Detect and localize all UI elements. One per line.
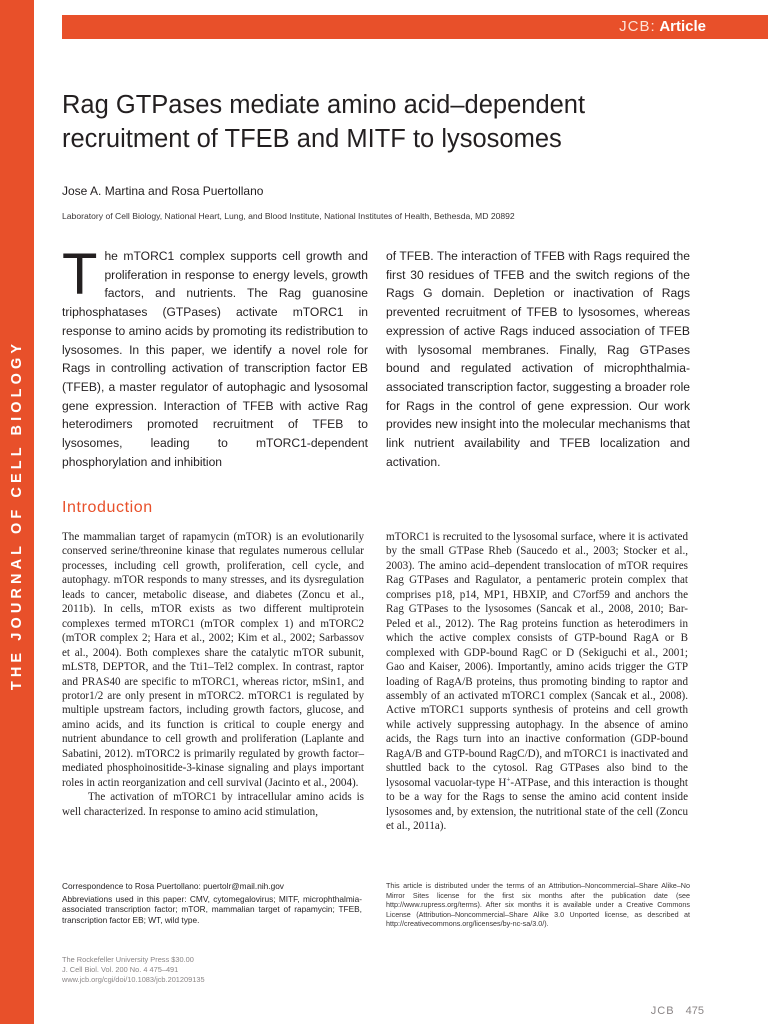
intro-paragraph	[386, 530, 688, 834]
publisher-line: The Rockefeller University Press $30.00	[62, 955, 194, 964]
publication-info	[62, 955, 205, 985]
affiliation: Laboratory of Cell Biology, National Heart, Lung, and Blood Institute, National Institutes of Health, Bethesda, MD 20892	[62, 211, 515, 221]
intro-right-text-end: -ATPase, and this interaction is thought to be a way for the Rags to sense the amino acid content inside lysosomes and, by extension, the nutritional state of the cell (Zoncu et al., 2011a).	[386, 776, 688, 833]
abbreviations-note: Abbreviations used in this paper: CMV, cytomegalovirus; MITF, microphthalmia-associated transcription factor; mTOR, mammalian target of rapamycin; TFEB, transcription factor EB; WT, wild type.	[62, 894, 362, 925]
intro-paragraph: The activation of mTORC1 by intracellular amino acids is well characterized. In response to amino acid stimulation,	[62, 791, 364, 818]
paper-title: Rag GTPases mediate amino acid–dependent recruitment of TFEB and MITF to lysosomes	[62, 91, 586, 153]
header-article-type: Article	[659, 18, 706, 35]
footer-journal-abbr: JCB	[650, 1005, 675, 1017]
sidebar-journal-name: THE JOURNAL OF CELL BIOLOGY	[9, 339, 25, 691]
authors: Jose A. Martina and Rosa Puertollano	[62, 184, 264, 198]
intro-right-text: mTORC1 is recruited to the lysosomal surface, where it is activated by the small GTPase Rheb (Saucedo et al., 2003; Stocker et al., 2003). The amino acid–dependent translocation of mTOR requires Rag GTPases and Ragulator, a pentameric protein complex that comprises p18, p14, MP1, HBXIP, and C7orf59 and anchors the Rag GTPases to the lysosomes (Sancak et al., 2008, 2010; Bar-Peled et al., 2012). The Rag proteins function as heterodimers in which the active complex consists of GTP-bound RagA or B complexed with GDP-bound RagC or D (Sekiguchi et al., 2001; Gao and Kaiser, 2006). Importantly, amino acids trigger the GTP loading of RagA/B proteins, thus promoting binding to raptor and assembly of an activated mTORC1 complex (Sancak et al., 2008). Active mTORC1 supports synthesis of proteins and cell growth while actively suppressing autophagy. In the absence of amino acids, the Rags turn into an inactive conformation (GDP-bound RagA/B and GTP-bound RagC/D), and mTORC1 is inactivated and shuttled back to the cytosol. Rag GTPases also bind to the lysosomal vacuolar-type H	[386, 531, 688, 789]
abstract-dropcap: T	[62, 242, 98, 307]
abstract-left-column	[62, 242, 368, 471]
intro-right-column	[386, 530, 688, 834]
doi-link[interactable]: www.jcb.org/cgi/doi/10.1083/jcb.201209135	[62, 975, 205, 984]
intro-paragraph: The mammalian target of rapamycin (mTOR) is an evolutionarily conserved serine/threonine kinase that regulates numerous cellular processes, including cell growth, proliferation, cell cycle, and autophagy. mTOR responds to many stresses, and its dysregulation leads to cancer, metabolic disease, and diabetes (Zoncu et al., 2011b). In cells, mTOR exists as two different multiprotein complexes termed mTORC1 (mTOR complex 1) and mTORC2 (mTOR complex 2; Hara et al., 2002; Kim et al., 2002; Sarbassov et al., 2004). Both complexes share the catalytic mTOR subunit, mLST8, DEPTOR, and the Tti1–Tel2 complex. In contrast, raptor and PRAS40 are specific to mTORC1, whereas rictor, mSin1, and protor1/2 are only present in mTORC2. mTORC1 is regulated by multiple upstream factors, including growth factors, glucose, and amino acids, and its function is critical to couple energy and nutrient abundance to cell growth and proliferation (Laplante and Sabatini, 2012). mTORC2 is primarily regulated by growth factor–mediated phosphoinositide-3-kinase signaling and plays important roles in actin reorganization and cell survival (Jacinto et al., 2004).	[62, 531, 364, 789]
page-footer	[651, 1005, 704, 1017]
license-note: This article is distributed under the terms of an Attribution–Noncommercial–Share Alike–No Mirror Sites license for the first six months after the publication date (see http://www.rupress.org/terms). After six months it is available under a Creative Commons License (Attribution–Noncommercial–Share Alike 3.0 Unported license, as described at http://creativecommons.org/licenses/by-nc-sa/3.0/).	[386, 881, 690, 929]
abstract-left-text: he mTORC1 complex supports cell growth and proliferation in response to energy levels, growth factors, and nutrients. The Rag guanosine triphosphatases (GTPases) activate mTORC1 in response to amino acids by promoting its redistribution to lysosomes. In this paper, we identify a novel role for Rags in controlling activation of transcription factor EB (TFEB), a master regulator of autophagic and lysosomal gene expression. Interaction of TFEB with active Rag heterodimers promoted recruitment of TFEB to lysosomes, leading to mTORC1-dependent phosphorylation and inhibition	[62, 249, 368, 469]
citation-line: J. Cell Biol. Vol. 200 No. 4 475–491	[62, 965, 179, 974]
header-journal: JCB:	[619, 18, 656, 35]
superscript: +	[506, 775, 511, 784]
journal-sidebar	[0, 0, 34, 1024]
abstract-right-column: of TFEB. The interaction of TFEB with Rags required the first 30 residues of TFEB and the switch regions of the Rags G domain. Depletion or inactivation of Rags prevented recruitment of TFEB to lysosomes, whereas expression of active Rags induced association of TFEB with lysosomal membranes. Finally, Rag GTPases bound and regulated activation of microphthalmia-associated transcription factor, suggesting a broader role for Rags in the control of gene expression. Our work provides new insight into the molecular mechanisms that link nutrient availability and TFEB localization and activation.	[386, 249, 690, 469]
intro-left-column	[62, 530, 364, 819]
correspondence-note: Correspondence to Rosa Puertollano: puertolr@mail.nih.gov	[62, 881, 284, 891]
section-heading-introduction: Introduction	[62, 499, 153, 516]
page-number: 475	[685, 1005, 704, 1017]
article-type-label	[619, 18, 706, 35]
